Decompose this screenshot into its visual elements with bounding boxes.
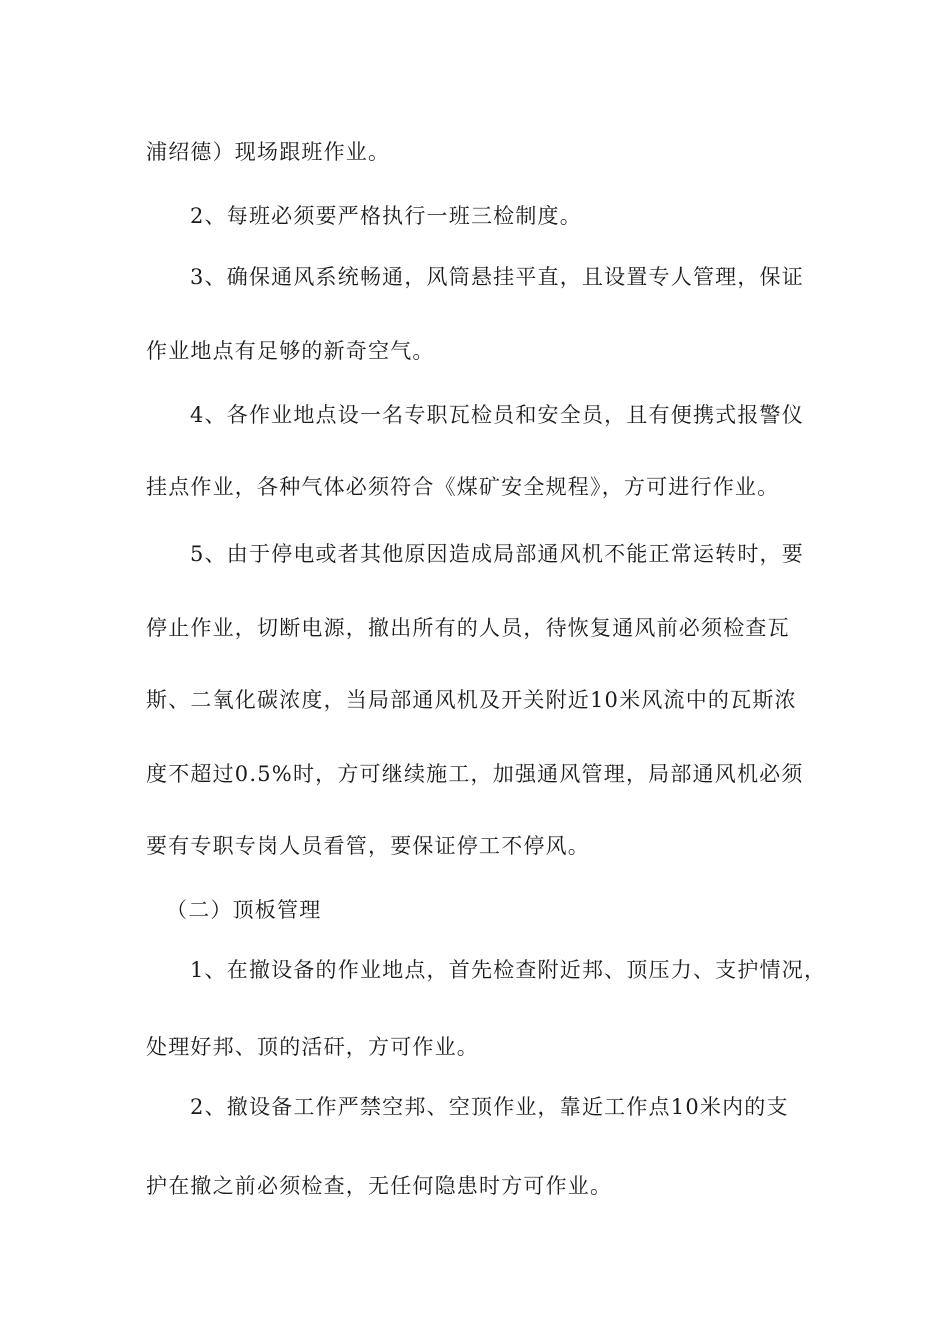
- text-line-16: 护在撤之前必须检查，无任何隐患时方可作业。: [146, 1174, 613, 1198]
- text-line-2: 2、每班必须要严格执行一班三检制度。: [190, 204, 582, 228]
- text-line-9: 斯、二氧化碳浓度，当局部通风机及开关附近10米风流中的瓦斯浓: [146, 688, 797, 712]
- text-line-15: 2、撤设备工作严禁空邦、空顶作业，靠近工作点10米内的支: [190, 1095, 789, 1119]
- text-line-3: 3、确保通风系统畅通，风筒悬挂平直，且设置专人管理，保证: [190, 265, 804, 289]
- text-line-10: 度不超过0.5%时，方可继续施工，加强通风管理，局部通风机必须: [146, 762, 804, 786]
- text-line-6: 挂点作业，各种气体必须符合《煤矿安全规程》，方可进行作业。: [146, 475, 780, 499]
- text-line-5: 4、各作业地点设一名专职瓦检员和安全员，且有便携式报警仪: [190, 403, 804, 427]
- text-line-4: 作业地点有足够的新奇空气。: [146, 339, 435, 363]
- text-line-11: 要有专职专岗人员看管，要保证停工不停风。: [146, 834, 590, 858]
- text-line-8: 停止作业，切断电源，撤出所有的人员，待恢复通风前必须检查瓦: [146, 616, 790, 640]
- text-line-13: 1、在撤设备的作业地点，首先检查附近邦、顶压力、支护情况，: [190, 958, 827, 982]
- text-line-14: 处理好邦、顶的活矸，方可作业。: [146, 1035, 479, 1059]
- text-line-7: 5、由于停电或者其他原因造成局部通风机不能正常运转时，要: [190, 542, 804, 566]
- text-line-1: 浦绍德）现场跟班作业。: [146, 140, 391, 164]
- section-heading: （二）顶板管理: [166, 898, 322, 922]
